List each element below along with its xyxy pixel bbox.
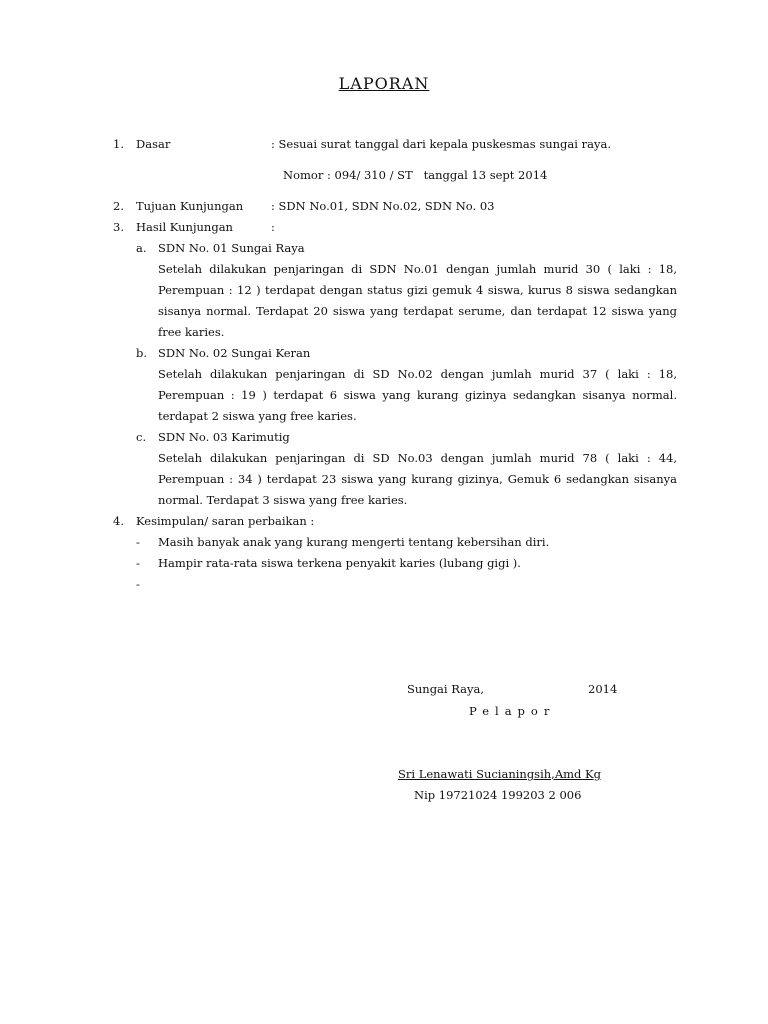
section-label: Dasar	[136, 137, 171, 151]
section-number: 1.	[113, 137, 124, 151]
signature-year: 2014	[588, 682, 618, 696]
letter-number: Nomor : 094/ 310 / ST tanggal 13 sept 2014	[283, 168, 548, 182]
section-label: Hasil Kunjungan	[136, 220, 233, 234]
section-label: Tujuan Kunjungan	[136, 199, 244, 213]
signature-place: Sungai Raya,	[407, 682, 485, 696]
school-name: SDN No. 03 Karimutig	[158, 430, 290, 444]
section-value: : SDN No.01, SDN No.02, SDN No. 03	[271, 199, 495, 213]
item-letter: b.	[136, 346, 148, 360]
section-colon: :	[271, 220, 275, 234]
section-value: : Sesuai surat tanggal dari kepala puskesmas sungai raya.	[271, 137, 611, 151]
school-name: SDN No. 02 Sungai Keran	[158, 346, 311, 360]
item-letter: c.	[136, 430, 147, 444]
section-number: 3.	[113, 220, 124, 234]
section-number: 4.	[113, 514, 124, 528]
result-paragraph: Setelah dilakukan penjaringan di SD No.03 dengan jumlah murid 78 ( laki : 44, Perempuan : 34 ) terdapat 23 siswa yang kurang gizinya, Gemuk 6 sedangkan sisanya normal. Terdapat 3 siswa yang free karies.	[158, 451, 677, 507]
bullet-text: Hampir rata-rata siswa terkena penyakit karies (lubang gigi ).	[158, 556, 521, 570]
result-paragraph: Setelah dilakukan penjaringan di SDN No.01 dengan jumlah murid 30 ( laki : 18, Perempuan : 12 ) terdapat dengan status gizi gemuk 4 siswa, kurus 8 siswa sedangkan sisanya normal. Terdapat 20 siswa yang terdapat serume, dan terdapat 12 siswa yang free karies.	[158, 262, 677, 339]
page-title: LAPORAN	[338, 74, 430, 93]
bullet-dash: -	[136, 556, 140, 570]
bullet-dash: -	[136, 577, 140, 591]
signer-name: Sri Lenawati Sucianingsih,Amd Kg	[398, 767, 602, 781]
item-letter: a.	[136, 241, 147, 255]
school-name: SDN No. 01 Sungai Raya	[158, 241, 305, 255]
result-paragraph: Setelah dilakukan penjaringan di SD No.02 dengan jumlah murid 37 ( laki : 18, Perempuan : 19 ) terdapat 6 siswa yang kurang gizinya sedangkan sisanya normal. terdapat 2 siswa yang free karies.	[158, 367, 677, 423]
bullet-dash: -	[136, 535, 140, 549]
signer-nip: Nip 19721024 199203 2 006	[414, 788, 582, 802]
section-label: Kesimpulan/ saran perbaikan :	[136, 514, 315, 528]
bullet-text: Masih banyak anak yang kurang mengerti tentang kebersihan diri.	[158, 535, 550, 549]
section-number: 2.	[113, 199, 124, 213]
signature-role: Pelapor	[469, 704, 556, 718]
